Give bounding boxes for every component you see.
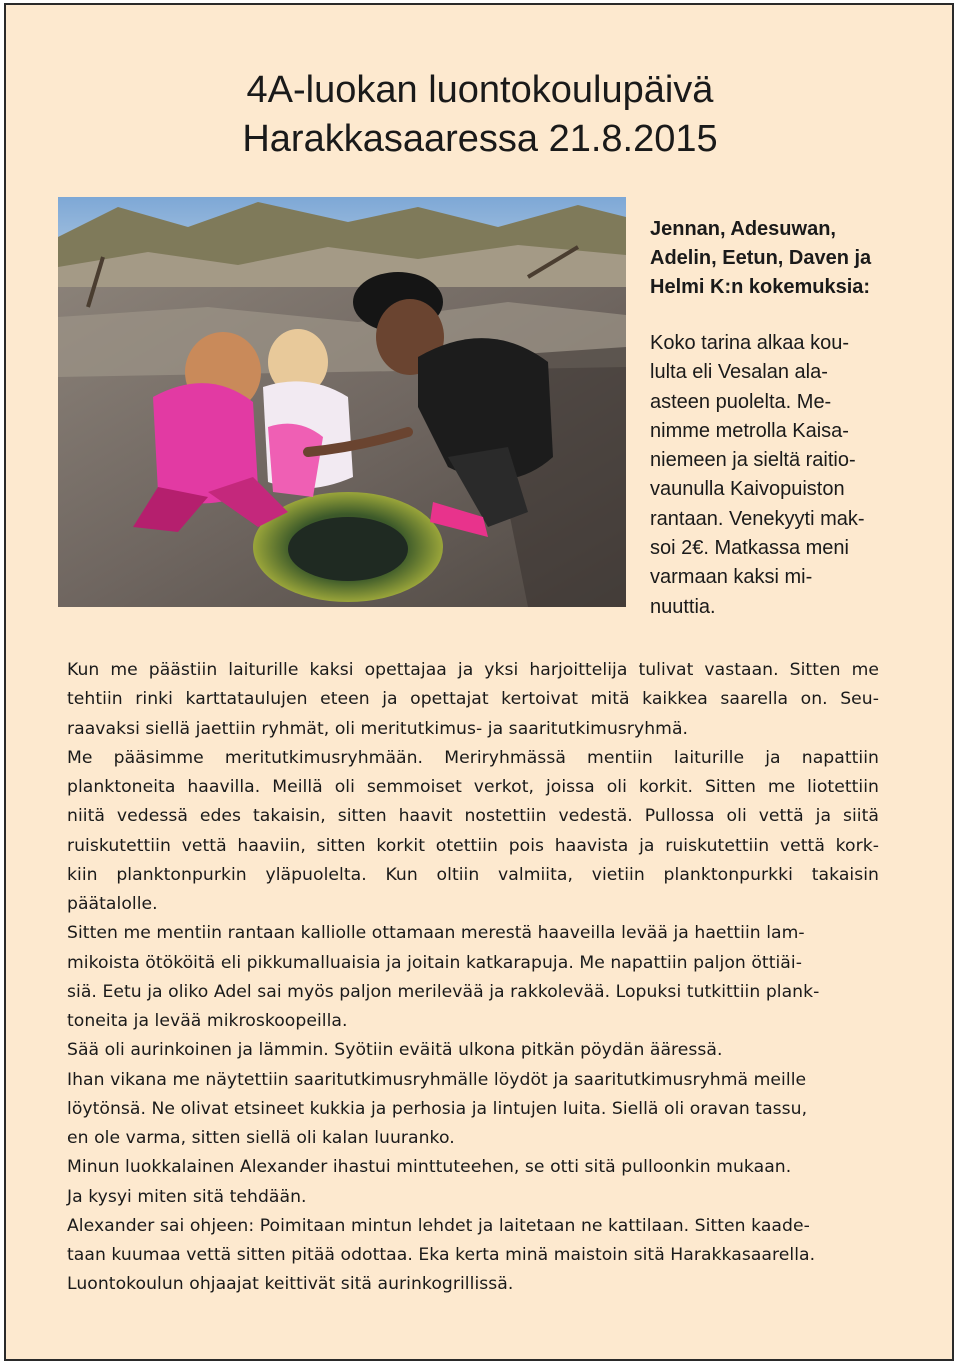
sidebar-line: rantaan. Venekyyti mak- [650, 507, 865, 530]
body-line: Kun me päästiin laiturille kaksi opettajaa ja yksi harjoittelija tulivat vastaan. Sitten me [67, 660, 879, 680]
body-line: niitä vedessä edes takaisin, sitten haavit nostettiin vedestä. Pullossa oli vettä ja siitä [67, 806, 879, 827]
sidebar-line: nimme metrolla Kaisa- [650, 419, 849, 442]
group-heading-line: Jennan, Adesuwan, [650, 218, 836, 240]
sidebar-line: niemeen ja sieltä raitio- [650, 449, 856, 472]
body-line: Me pääsimme meritutkimusryhmään. Meriryhmässä mentiin laiturille ja napattiin [67, 747, 879, 768]
body-line: planktoneita haavilla. Meillä oli semmoiset verkot, joissa oli korkit. Sitten me liotettiin [67, 777, 879, 797]
sidebar-line: lulta eli Vesalan ala- [650, 361, 828, 384]
body-line: Ihan vikana me näytettiin saaritutkimusryhmälle löydöt ja saaritutkimusryhmä meille [67, 1069, 807, 1090]
body-line: ruiskutettiin vettä haaviin, sitten korkit otettiin pois haavista ja ruiskutettiin vettä kork- [67, 835, 879, 856]
body-line: Ja kysyi miten sitä tehdään. [67, 1186, 307, 1207]
body-line: päätalolle. [67, 894, 158, 914]
body-line: kiin planktonpurkin yläpuolelta. Kun oltiin valmiita, vietiin planktonpurkki takaisin [67, 864, 879, 885]
story-body [67, 656, 879, 1300]
group-heading [650, 215, 910, 302]
body-line: toneita ja levää mikroskoopeilla. [67, 1011, 348, 1031]
sidebar-line: varmaan kaksi mi- [650, 566, 813, 589]
body-line: taan kuumaa vettä sitten pitää odottaa. Eka kerta minä maistoin sitä Harakkasaarella. [67, 1245, 816, 1265]
body-line: tehtiin rinki karttataulujen eteen ja opettajat kertoivat mitä kaikkea saarella on. Seu- [67, 689, 879, 710]
sidebar-story [650, 329, 910, 622]
sidebar-line: nuuttia. [650, 595, 716, 618]
photo-illustration [58, 197, 626, 607]
sidebar-line: vaunulla Kaivopuiston [650, 478, 845, 501]
group-heading-line: Adelin, Eetun, Daven ja [650, 247, 872, 269]
body-line: Sitten me mentiin rantaan kalliolle ottamaan merestä haaveilla levää ja haettiin lam- [67, 923, 805, 944]
sidebar-line: soi 2€. Matkassa meni [650, 537, 849, 560]
body-line: Minun luokkalainen Alexander ihastui minttuteehen, se otti sitä pulloonkin mukaan. [67, 1157, 792, 1178]
children-at-rock-pool-photo [58, 197, 626, 607]
body-line: mikoista ötököitä eli pikkumalluaisia ja joitain katkarapuja. Me napattiin paljon öttiäi- [67, 952, 802, 973]
title-line-1: 4A-luokan luontokoulupäivä [246, 69, 714, 111]
title-line-2: Harakkasaaressa 21.8.2015 [242, 118, 718, 160]
body-line: siä. Eetu ja oliko Adel sai myös paljon merilevää ja rakkolevää. Lopuksi tutkittiin plank- [67, 981, 820, 1002]
body-line: raavaksi siellä jaettiin ryhmät, oli meritutkimus- ja saaritutkimusryhmä. [67, 718, 689, 739]
body-line: löytönsä. Ne olivat etsineet kukkia ja perhosia ja lintujen luita. Siellä oli oravan tassu, [67, 1098, 808, 1119]
group-heading-line: Helmi K:n kokemuksia: [650, 276, 871, 298]
body-line: Alexander sai ohjeen: Poimitaan mintun lehdet ja laitetaan ne kattilaan. Sitten kaade- [67, 1215, 810, 1236]
body-line: Sää oli aurinkoinen ja lämmin. Syötiin eväitä ulkona pitkän pöydän ääressä. [67, 1040, 723, 1061]
body-line: en ole varma, sitten siellä oli kalan luuranko. [67, 1128, 455, 1148]
sidebar-line: Koko tarina alkaa kou- [650, 332, 850, 354]
sidebar-line: asteen puolelta. Me- [650, 390, 832, 413]
body-line: Luontokoulun ohjaajat keittivät sitä aurinkogrillissä. [67, 1274, 514, 1295]
